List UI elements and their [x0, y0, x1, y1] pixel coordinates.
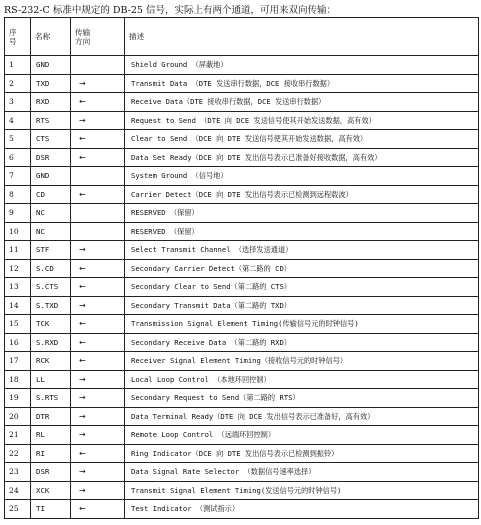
- cell-description: Transmit Data （DTE 发送串行数据，DCE 接收串行数据）: [125, 74, 479, 93]
- cell-direction: ←: [71, 333, 125, 352]
- cell-direction: →: [71, 481, 125, 500]
- cell-pin-number: 22: [5, 444, 31, 463]
- table-row: [5, 296, 479, 315]
- table-row: [5, 148, 479, 167]
- cell-description: Carrier Detect（DCE 向 DTE 发出信号表示已检测到远程载波）: [125, 185, 479, 204]
- table-body: [5, 56, 479, 519]
- cell-description: Local Loop Control （本地环回控制）: [125, 370, 479, 389]
- cell-description: Clear to Send （DCE 向 DTE 发送信号使其开始发送数据，高有效）: [125, 130, 479, 149]
- cell-signal-name: TXD: [31, 74, 71, 93]
- cell-direction: →: [71, 407, 125, 426]
- db25-signal-table: [4, 17, 479, 519]
- cell-signal-name: NC: [31, 204, 71, 223]
- cell-description: Test Indicator （测试指示）: [125, 500, 479, 519]
- table-row: [5, 278, 479, 297]
- cell-direction: ←: [71, 93, 125, 112]
- cell-direction: ←: [71, 352, 125, 371]
- cell-description: Secondary Transmit Data（第二路的 TXD）: [125, 296, 479, 315]
- table-row: [5, 241, 479, 260]
- cell-pin-number: 5: [5, 130, 31, 149]
- table-header: [5, 18, 479, 56]
- cell-description: Receiver Signal Element Timing（接收信号元的时钟信号）: [125, 352, 479, 371]
- cell-signal-name: DTR: [31, 407, 71, 426]
- header-signal-name: 名称: [31, 18, 71, 56]
- cell-signal-name: RXD: [31, 93, 71, 112]
- table-row: [5, 352, 479, 371]
- table-row: [5, 481, 479, 500]
- cell-pin-number: 23: [5, 463, 31, 482]
- cell-signal-name: GND: [31, 167, 71, 186]
- cell-description: Data Terminal Ready（DTE 向 DCE 发出信号表示已准备好，高有效）: [125, 407, 479, 426]
- cell-description: Secondary Receive Data （第二路的 RXD）: [125, 333, 479, 352]
- cell-pin-number: 1: [5, 56, 31, 75]
- cell-pin-number: 24: [5, 481, 31, 500]
- cell-pin-number: 20: [5, 407, 31, 426]
- table-row: [5, 315, 479, 334]
- cell-pin-number: 17: [5, 352, 31, 371]
- table-row: [5, 407, 479, 426]
- cell-pin-number: 18: [5, 370, 31, 389]
- cell-pin-number: 25: [5, 500, 31, 519]
- cell-direction: →: [71, 426, 125, 445]
- cell-pin-number: 7: [5, 167, 31, 186]
- cell-pin-number: 9: [5, 204, 31, 223]
- cell-description: Transmit Signal Element Timing(发送信号元的时钟信号): [125, 481, 479, 500]
- cell-signal-name: NC: [31, 222, 71, 241]
- cell-description: Transmission Signal Element Timing(传输信号元的时钟信号): [125, 315, 479, 334]
- header-description: 描述: [125, 18, 479, 56]
- cell-pin-number: 12: [5, 259, 31, 278]
- cell-direction: →: [71, 74, 125, 93]
- cell-description: Shield Ground （屏蔽地）: [125, 56, 479, 75]
- table-row: [5, 222, 479, 241]
- cell-signal-name: RCK: [31, 352, 71, 371]
- table-row: [5, 500, 479, 519]
- table-row: [5, 56, 479, 75]
- cell-description: Secondary Clear to Send（第二路的 CTS）: [125, 278, 479, 297]
- cell-signal-name: LL: [31, 370, 71, 389]
- cell-pin-number: 4: [5, 111, 31, 130]
- cell-signal-name: CD: [31, 185, 71, 204]
- cell-pin-number: 11: [5, 241, 31, 260]
- cell-signal-name: RTS: [31, 111, 71, 130]
- table-row: [5, 463, 479, 482]
- cell-signal-name: STF: [31, 241, 71, 260]
- table-row: [5, 185, 479, 204]
- cell-signal-name: GND: [31, 56, 71, 75]
- cell-direction: [71, 204, 125, 223]
- cell-description: Data Set Ready（DCE 向 DTE 发出信号表示已准备好接收数据，高有效）: [125, 148, 479, 167]
- cell-signal-name: S.RTS: [31, 389, 71, 408]
- cell-description: Secondary Carrier Detect（第二路的 CD）: [125, 259, 479, 278]
- cell-direction: ←: [71, 148, 125, 167]
- cell-pin-number: 19: [5, 389, 31, 408]
- cell-direction: ←: [71, 444, 125, 463]
- table-row: [5, 111, 479, 130]
- cell-pin-number: 16: [5, 333, 31, 352]
- cell-signal-name: RL: [31, 426, 71, 445]
- cell-description: Select Transmit Channel （选择发送通道）: [125, 241, 479, 260]
- table-row: [5, 167, 479, 186]
- cell-description: Request to Send （DTE 向 DCE 发送信号使其开始发送数据，高有效）: [125, 111, 479, 130]
- table-row: [5, 74, 479, 93]
- cell-description: RESERVED （保留）: [125, 204, 479, 223]
- table-row: [5, 389, 479, 408]
- header-direction-line2: 方向: [75, 36, 91, 46]
- cell-pin-number: 6: [5, 148, 31, 167]
- header-direction-line1: 传输: [75, 27, 91, 37]
- table-row: [5, 333, 479, 352]
- cell-signal-name: XCK: [31, 481, 71, 500]
- header-pin-number-line2: 号: [9, 36, 17, 46]
- cell-description: Ring Indicator（DCE 向 DTE 发出信号表示已检测到振铃）: [125, 444, 479, 463]
- cell-direction: ←: [71, 315, 125, 334]
- table-row: [5, 259, 479, 278]
- cell-pin-number: 13: [5, 278, 31, 297]
- table-row: [5, 204, 479, 223]
- cell-description: RESERVED （保留）: [125, 222, 479, 241]
- cell-direction: ←: [71, 500, 125, 519]
- cell-pin-number: 8: [5, 185, 31, 204]
- cell-description: Remote Loop Control （远端环回控制）: [125, 426, 479, 445]
- cell-direction: [71, 167, 125, 186]
- table-row: [5, 93, 479, 112]
- cell-pin-number: 15: [5, 315, 31, 334]
- header-row: [5, 18, 479, 56]
- table-row: [5, 130, 479, 149]
- table-row: [5, 444, 479, 463]
- cell-signal-name: S.CTS: [31, 278, 71, 297]
- cell-direction: →: [71, 389, 125, 408]
- cell-description: Secondary Request to Send（第二路的 RTS）: [125, 389, 479, 408]
- header-pin-number-line1: 序: [9, 27, 17, 37]
- cell-signal-name: TI: [31, 500, 71, 519]
- cell-direction: →: [71, 111, 125, 130]
- cell-direction: ←: [71, 278, 125, 297]
- cell-pin-number: 3: [5, 93, 31, 112]
- cell-description: System Ground （信号地）: [125, 167, 479, 186]
- cell-description: Receive Data（DTE 接收串行数据，DCE 发送串行数据）: [125, 93, 479, 112]
- cell-signal-name: TCK: [31, 315, 71, 334]
- cell-pin-number: 14: [5, 296, 31, 315]
- cell-direction: →: [71, 296, 125, 315]
- cell-direction: [71, 222, 125, 241]
- cell-description: Data Signal Rate Selector （数据信号速率选择）: [125, 463, 479, 482]
- cell-direction: →: [71, 241, 125, 260]
- cell-pin-number: 2: [5, 74, 31, 93]
- cell-direction: →: [71, 370, 125, 389]
- cell-signal-name: DSR: [31, 148, 71, 167]
- table-row: [5, 370, 479, 389]
- cell-pin-number: 21: [5, 426, 31, 445]
- cell-signal-name: S.RXD: [31, 333, 71, 352]
- cell-signal-name: CTS: [31, 130, 71, 149]
- cell-direction: ←: [71, 130, 125, 149]
- cell-pin-number: 10: [5, 222, 31, 241]
- cell-direction: ←: [71, 259, 125, 278]
- cell-direction: [71, 56, 125, 75]
- cell-signal-name: DSR: [31, 463, 71, 482]
- header-direction: [71, 18, 125, 56]
- table-row: [5, 426, 479, 445]
- cell-signal-name: S.CD: [31, 259, 71, 278]
- table-caption: RS-232-C 标准中规定的 DB-25 信号，实际上有两个通道，可用来双向传输：: [4, 5, 336, 16]
- cell-signal-name: S.TXD: [31, 296, 71, 315]
- header-pin-number: [5, 18, 31, 56]
- cell-signal-name: RI: [31, 444, 71, 463]
- cell-direction: ←: [71, 185, 125, 204]
- cell-direction: →: [71, 463, 125, 482]
